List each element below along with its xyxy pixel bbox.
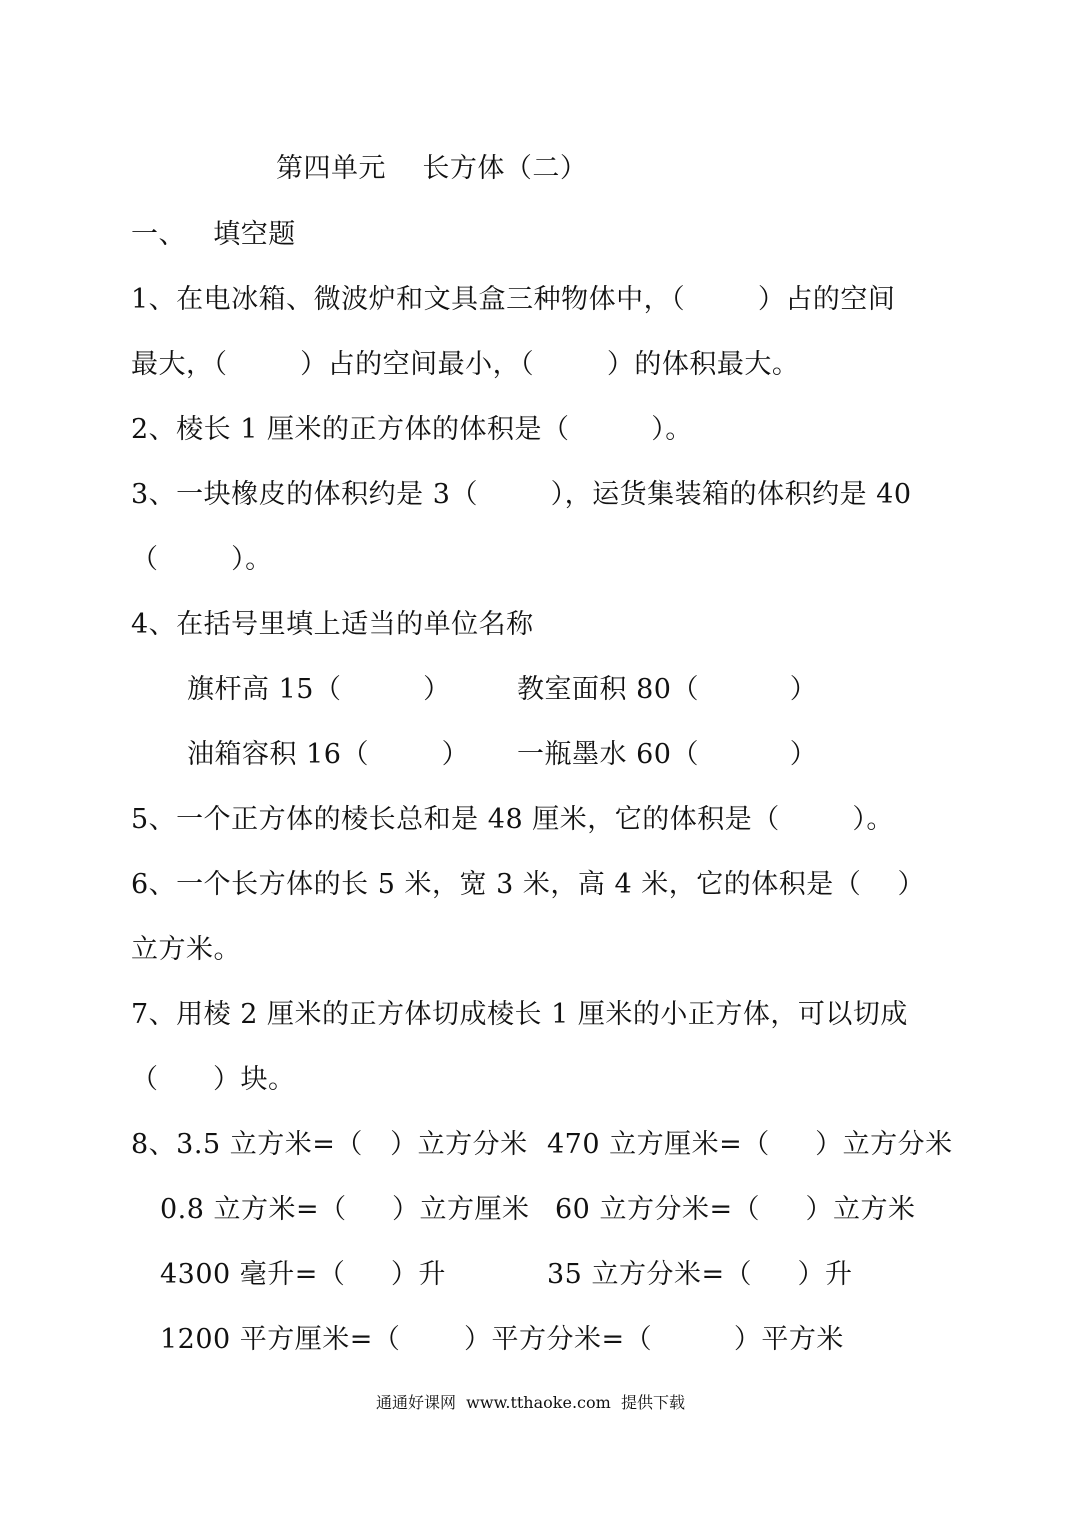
question-4-item-tank: 油箱容积 16（ ） [187, 739, 470, 770]
question-8-d: 60 立方分米=（ ）立方米 [555, 1194, 916, 1225]
question-7-line-1: 7、用棱 2 厘米的正方体切成棱长 1 厘米的小正方体，可以切成 [131, 999, 908, 1030]
question-4-item-flagpole: 旗杆高 15（ ） [187, 674, 451, 705]
question-8-b: 470 立方厘米=（ ）立方分米 [547, 1129, 953, 1160]
question-4-item-classroom: 教室面积 80（ ） [517, 674, 818, 705]
question-8-e: 4300 毫升=（ ）升 [160, 1259, 446, 1290]
footer-source: 通通好课网 www.tthaoke.com 提供下载 [376, 1393, 685, 1412]
question-6-line-1: 6、一个长方体的长 5 米，宽 3 米，高 4 米，它的体积是（ ） [131, 869, 926, 900]
question-8-c: 0.8 立方米=（ ）立方厘米 [160, 1194, 530, 1225]
question-8-f: 35 立方分米=（ ）升 [547, 1259, 853, 1290]
section-heading: 一、 填空题 [131, 219, 296, 250]
question-7-line-2: （ ）块。 [131, 1064, 296, 1095]
question-5: 5、一个正方体的棱长总和是 48 厘米，它的体积是（ ）。 [131, 804, 894, 835]
question-3-line-2: （ ）。 [131, 544, 273, 575]
question-8-g: 1200 平方厘米=（ ）平方分米=（ ）平方米 [160, 1324, 844, 1355]
question-4-intro: 4、在括号里填上适当的单位名称 [131, 609, 534, 640]
question-1-line-2: 最大，（ ）占的空间最小，（ ）的体积最大。 [131, 349, 800, 380]
question-1-line-1: 1、在电冰箱、微波炉和文具盒三种物体中，（ ）占的空间 [131, 284, 896, 315]
question-6-line-2: 立方米。 [131, 934, 241, 965]
page-title: 第四单元 长方体（二） [276, 153, 588, 184]
question-3-line-1: 3、一块橡皮的体积约是 3（ ），运货集装箱的体积约是 40 [131, 479, 912, 510]
question-2: 2、棱长 1 厘米的正方体的体积是（ ）。 [131, 414, 693, 445]
question-8-a: 8、3.5 立方米=（ ）立方分米 [131, 1129, 528, 1160]
question-4-item-ink: 一瓶墨水 60（ ） [517, 739, 818, 770]
